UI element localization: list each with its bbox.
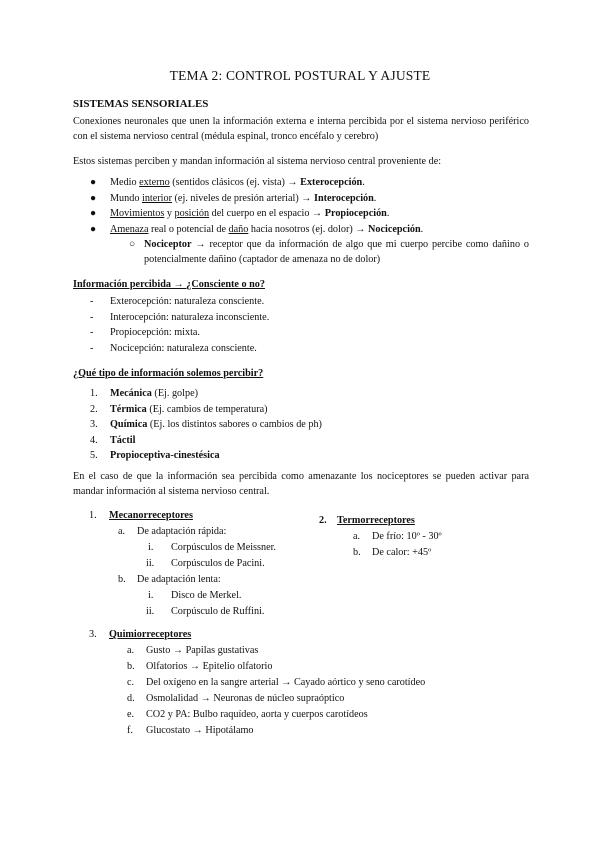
intro-paragraph: Conexiones neuronales que unen la información externa e interna percibida por el sistema nervioso periférico con el sistema nervioso central (médula espinal, tronco encéfalo y cerebro) xyxy=(73,116,529,143)
list-item: Osmolalidad → Neuronas de núcleo supraóptico xyxy=(146,693,345,704)
type-list xyxy=(73,386,322,464)
list-item: Corpúsculos de Meissner. xyxy=(171,542,276,553)
mecano-b-label: De adaptación lenta: xyxy=(137,574,221,585)
source-bullet-list xyxy=(73,175,533,268)
list-item: - Interocepción: naturaleza inconsciente. xyxy=(90,311,270,323)
list-item: Disco de Merkel. xyxy=(171,590,242,601)
list-item: ● Medio externo (sentidos clásicos (ej. vista) → Exterocepción. xyxy=(90,177,365,188)
list-item: ● Amenaza real o potencial de daño hacia nosotros (ej. dolor) → Nocicepción. xyxy=(90,223,424,235)
list-item: 2. Térmica (Ej. cambios de temperatura) xyxy=(90,403,268,415)
quimio-c-letter: c. xyxy=(127,677,135,688)
list-item: 3. Química (Ej. los distintos sabores o cambios de ph) xyxy=(90,419,322,430)
termo-b-letter: b. xyxy=(353,547,361,558)
quimio-a-letter: a. xyxy=(127,645,135,656)
quimio-heading: Quimiorreceptores xyxy=(109,629,192,640)
mecano-b-ii-num: ii. xyxy=(146,606,155,617)
type-heading: ¿Qué tipo de información solemos percibir? xyxy=(73,368,264,379)
list-item: Corpúsculos de Pacini. xyxy=(171,558,265,569)
mecano-a-ii-num: ii. xyxy=(146,558,155,569)
info-heading: Información percibida → ¿Consciente o no? xyxy=(73,279,265,290)
mecano-a-label: De adaptación rápida: xyxy=(137,526,227,537)
quimio-d-letter: d. xyxy=(127,693,135,704)
quimio-e-letter: e. xyxy=(127,709,135,720)
termo-number: 2. xyxy=(319,515,327,526)
mecano-number: 1. xyxy=(89,510,97,521)
mecano-heading: Mecanorreceptores xyxy=(109,510,193,521)
quimio-b-letter: b. xyxy=(127,661,135,672)
list-item: De calor: +45º xyxy=(372,547,432,558)
section-heading: SISTEMAS SENSORIALES xyxy=(73,98,209,110)
quimio-number: 3. xyxy=(89,629,97,640)
list-item: 1. Mecánica (Ej. golpe) xyxy=(90,388,198,399)
mecano-a-i-num: i. xyxy=(148,542,154,553)
list-item: ● Movimientos y posición del cuerpo en el espacio → Propiocepción. xyxy=(90,208,390,219)
list-item: Glucostato → Hipotálamo xyxy=(146,725,254,736)
list-item: Corpúsculo de Ruffini. xyxy=(171,606,265,617)
list-item: Olfatorios → Epitelio olfatorio xyxy=(146,661,273,672)
termo-heading: Termorreceptores xyxy=(337,515,415,526)
list-item: - Nocicepción: naturaleza consciente. xyxy=(90,342,257,354)
list-item: - Exterocepción: naturaleza consciente. xyxy=(90,296,265,307)
list-item: Gusto → Papilas gustativas xyxy=(146,645,259,656)
mecano-b-i-num: i. xyxy=(148,590,154,601)
mecano-a-letter: a. xyxy=(118,526,126,537)
list-item: Del oxígeno en la sangre arterial → Cayado aórtico y seno carotídeo xyxy=(146,677,426,688)
list-item: CO2 y PA: Bulbo raquídeo, aorta y cuerpos carotídeos xyxy=(146,709,368,720)
conscious-list xyxy=(73,294,269,356)
nociceptor-sub-item: ○ Nociceptor → receptor que da información de algo que mi cuerpo percibe como dañino o potencialmente dañino (captador de amenaza no de dolor) xyxy=(129,239,529,266)
quimio-f-letter: f. xyxy=(127,725,133,736)
nociceptor-paragraph: En el caso de que la información sea percibida como amenazante los nociceptores se pueden activar para mandar información al sistema nervioso central. xyxy=(73,471,529,498)
intro2-paragraph: Estos sistemas perciben y mandan información al sistema nervioso central proveniente de: xyxy=(73,156,442,167)
list-item: 5. Propioceptiva-cinestésica xyxy=(90,450,220,461)
list-item: ● Mundo interior (ej. niveles de presión arterial) → Interocepción. xyxy=(90,192,377,204)
termo-a-letter: a. xyxy=(353,531,361,542)
mecano-b-letter: b. xyxy=(118,574,126,585)
page-title: TEMA 2: CONTROL POSTURAL Y AJUSTE xyxy=(169,68,431,83)
list-item: - Propiocepción: mixta. xyxy=(90,327,200,338)
list-item: De frío: 10º - 30º xyxy=(372,531,442,542)
list-item: 4. Táctil xyxy=(90,434,136,446)
